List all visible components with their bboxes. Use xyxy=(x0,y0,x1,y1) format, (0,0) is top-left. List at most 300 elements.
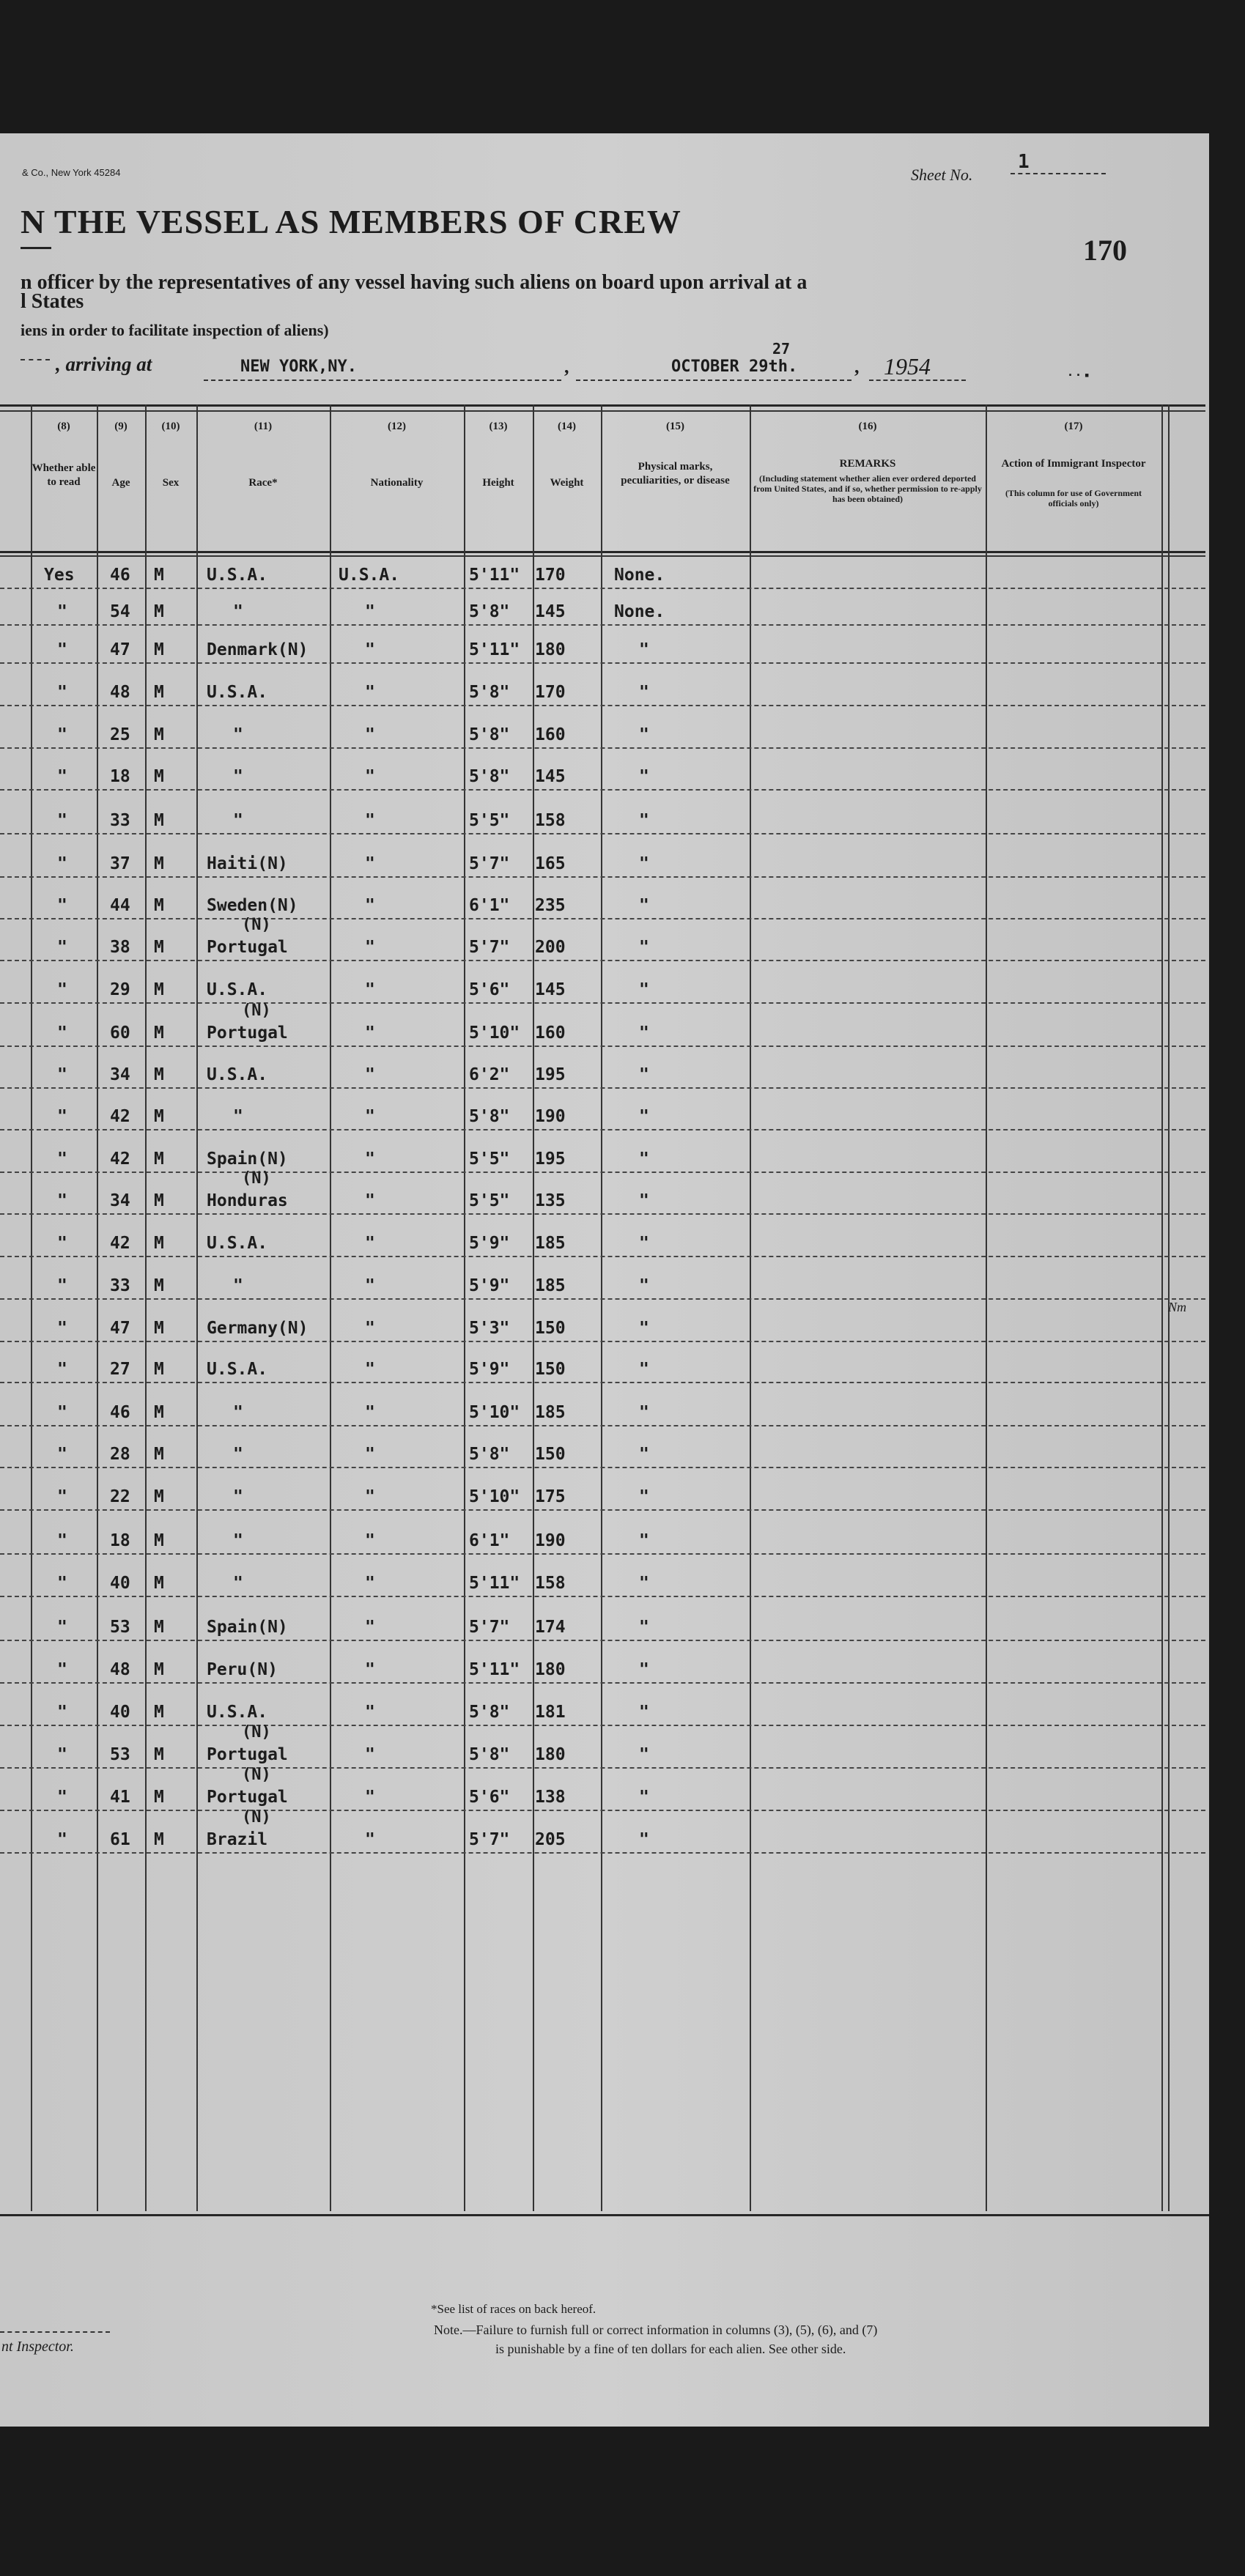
cell-weight: 138 xyxy=(535,1788,566,1807)
table-row xyxy=(0,1654,1205,1684)
cell-sex: M xyxy=(154,1445,164,1464)
row-rule xyxy=(0,918,1205,919)
cell-read: " xyxy=(57,1745,67,1764)
stray-marks: · · ▪ xyxy=(1068,368,1090,382)
subtitle-line-1: n officer by the representatives of any vessel having such aliens on board upon arrival at a xyxy=(21,271,808,294)
cell-sex: M xyxy=(154,1830,164,1849)
cell-age: 33 xyxy=(110,1276,130,1295)
cell-weight: 185 xyxy=(535,1234,566,1253)
row-rule xyxy=(0,1002,1205,1004)
cell-physical-marks: " xyxy=(639,640,649,659)
table-row xyxy=(0,974,1205,1004)
cell-read: " xyxy=(57,1276,67,1295)
cell-race: " xyxy=(233,725,243,744)
cell-sex: M xyxy=(154,854,164,873)
cell-race: Haiti(N) xyxy=(207,854,288,873)
cell-weight: 235 xyxy=(535,896,566,915)
cell-height: 5'6" xyxy=(469,980,510,999)
cell-age: 44 xyxy=(110,896,130,915)
col-num: (12) xyxy=(388,421,406,432)
cell-race-annotation: (N) xyxy=(242,1808,271,1826)
row-rule xyxy=(0,833,1205,834)
cell-read: " xyxy=(57,1024,67,1043)
cell-nationality: " xyxy=(365,1788,375,1807)
table-row xyxy=(0,1059,1205,1089)
column-divider xyxy=(750,404,751,2211)
cell-physical-marks: None. xyxy=(614,602,665,621)
cell-physical-marks: " xyxy=(639,854,649,873)
table-row xyxy=(0,1808,1205,1854)
cell-race: U.S.A. xyxy=(207,1234,268,1253)
cell-race-annotation: (N) xyxy=(242,1723,271,1742)
cell-nationality: " xyxy=(365,640,375,659)
cell-weight: 200 xyxy=(535,938,566,957)
cell-age: 47 xyxy=(110,640,130,659)
cell-weight: 181 xyxy=(535,1703,566,1722)
cell-read: " xyxy=(57,1445,67,1464)
column-divider xyxy=(31,404,32,2211)
cell-weight: 180 xyxy=(535,1660,566,1679)
cell-read: " xyxy=(57,1403,67,1422)
cell-read: Yes xyxy=(44,566,75,585)
cell-physical-marks: " xyxy=(639,1319,649,1338)
cell-weight: 158 xyxy=(535,811,566,830)
table-row xyxy=(0,848,1205,878)
table-row xyxy=(0,1101,1205,1130)
cell-age: 48 xyxy=(110,683,130,702)
footnote-race-list: *See list of races on back hereof. xyxy=(431,2302,596,2316)
cell-weight: 150 xyxy=(535,1319,566,1338)
cell-physical-marks: " xyxy=(639,980,649,999)
comma-separator: , xyxy=(854,356,860,377)
cell-age: 29 xyxy=(110,980,130,999)
col-label: Action of Immigrant Inspector xyxy=(1001,458,1146,470)
cell-physical-marks: " xyxy=(639,1360,649,1379)
page-number: 170 xyxy=(1083,234,1127,267)
cell-age: 46 xyxy=(110,566,130,585)
col-num: (10) xyxy=(161,421,180,432)
cell-physical-marks: " xyxy=(639,1574,649,1593)
col-label: Physical marks, peculiarities, or disease xyxy=(621,461,730,486)
cell-age: 34 xyxy=(110,1065,130,1084)
cell-age: 42 xyxy=(110,1150,130,1169)
cell-height: 5'8" xyxy=(469,1107,510,1126)
arrival-date xyxy=(576,340,851,381)
cell-age: 40 xyxy=(110,1574,130,1593)
cell-weight: 145 xyxy=(535,980,566,999)
table-row xyxy=(0,1568,1205,1597)
cell-weight: 190 xyxy=(535,1107,566,1126)
cell-height: 5'10" xyxy=(469,1487,520,1506)
inspector-signature-rule xyxy=(0,2331,110,2333)
cell-read: " xyxy=(57,1065,67,1084)
col-head-inspector-action xyxy=(986,404,1161,551)
cell-sex: M xyxy=(154,896,164,915)
col-label: REMARKS xyxy=(839,458,896,470)
cell-height: 5'11" xyxy=(469,566,520,585)
row-rule xyxy=(0,1172,1205,1173)
col-head-remarks xyxy=(750,404,986,551)
cell-sex: M xyxy=(154,938,164,957)
cell-weight: 174 xyxy=(535,1618,566,1637)
cell-height: 5'8" xyxy=(469,602,510,621)
cell-race: " xyxy=(233,602,243,621)
cell-nationality: " xyxy=(365,1024,375,1043)
cell-sex: M xyxy=(154,767,164,786)
cell-read: " xyxy=(57,1319,67,1338)
col-label: Weight xyxy=(550,477,584,489)
cell-weight: 160 xyxy=(535,725,566,744)
cell-physical-marks: " xyxy=(639,1745,649,1764)
cell-nationality: " xyxy=(365,980,375,999)
cell-race: " xyxy=(233,811,243,830)
cell-race: Peru(N) xyxy=(207,1660,278,1679)
cell-physical-marks: " xyxy=(639,1065,649,1084)
cell-height: 5'10" xyxy=(469,1403,520,1422)
cell-physical-marks: " xyxy=(639,767,649,786)
cell-nationality: " xyxy=(365,1191,375,1210)
cell-height: 5'8" xyxy=(469,683,510,702)
cell-read: " xyxy=(57,1531,67,1550)
comma-separator: , xyxy=(564,356,569,377)
table-row xyxy=(0,1002,1205,1047)
col-head-race xyxy=(196,404,330,551)
inspector-label: nt Inspector. xyxy=(1,2339,74,2355)
arriving-label: , arriving at xyxy=(56,353,152,375)
col-head-physical-marks xyxy=(601,404,750,551)
cell-sex: M xyxy=(154,566,164,585)
cell-race: U.S.A. xyxy=(207,1065,268,1084)
cell-read: " xyxy=(57,602,67,621)
cell-nationality: U.S.A. xyxy=(339,566,400,585)
cell-age: 27 xyxy=(110,1360,130,1379)
table-row xyxy=(0,1397,1205,1426)
cell-nationality: " xyxy=(365,1107,375,1126)
cell-physical-marks: " xyxy=(639,683,649,702)
cell-weight: 170 xyxy=(535,683,566,702)
cell-age: 37 xyxy=(110,854,130,873)
cell-nationality: " xyxy=(365,938,375,957)
row-rule xyxy=(0,1213,1205,1215)
cell-race: U.S.A. xyxy=(207,1703,268,1722)
cell-sex: M xyxy=(154,725,164,744)
row-rule xyxy=(0,1467,1205,1468)
cell-nationality: " xyxy=(365,1150,375,1169)
cell-height: 5'11" xyxy=(469,1574,520,1593)
arrival-lead-rule xyxy=(21,359,50,360)
row-rule xyxy=(0,1256,1205,1257)
cell-age: 53 xyxy=(110,1618,130,1637)
cell-nationality: " xyxy=(365,602,375,621)
col-head-nationality xyxy=(330,404,464,551)
cell-weight: 145 xyxy=(535,602,566,621)
cell-weight: 170 xyxy=(535,566,566,585)
cell-age: 46 xyxy=(110,1403,130,1422)
column-divider xyxy=(464,404,465,2211)
cell-nationality: " xyxy=(365,1487,375,1506)
cell-read: " xyxy=(57,1830,67,1849)
table-row xyxy=(0,805,1205,834)
cell-read: " xyxy=(57,1788,67,1807)
cell-sex: M xyxy=(154,1788,164,1807)
arrival-port: NEW YORK,NY. xyxy=(204,358,561,381)
cell-sex: M xyxy=(154,683,164,702)
table-row xyxy=(0,1766,1205,1811)
cell-read: " xyxy=(57,1360,67,1379)
col-label: Sex xyxy=(162,477,180,489)
cell-weight: 190 xyxy=(535,1531,566,1550)
cell-read: " xyxy=(57,811,67,830)
cell-weight: 180 xyxy=(535,640,566,659)
table-row xyxy=(0,1313,1205,1342)
cell-height: 5'8" xyxy=(469,1745,510,1764)
cell-race-annotation: (N) xyxy=(242,1002,271,1020)
cell-weight: 185 xyxy=(535,1403,566,1422)
row-rule xyxy=(0,1682,1205,1684)
cell-weight: 180 xyxy=(535,1745,566,1764)
cell-sex: M xyxy=(154,1024,164,1043)
row-rule xyxy=(0,1298,1205,1300)
cell-read: " xyxy=(57,683,67,702)
crew-table xyxy=(0,404,1205,2211)
cell-nationality: " xyxy=(365,1065,375,1084)
date-correction: 27 xyxy=(772,340,791,358)
table-row xyxy=(0,1169,1205,1215)
cell-height: 5'7" xyxy=(469,1830,510,1849)
cell-nationality: " xyxy=(365,1360,375,1379)
cell-physical-marks: " xyxy=(639,1788,649,1807)
table-row xyxy=(0,1228,1205,1257)
arrival-date-text: OCTOBER 29th. xyxy=(671,358,798,376)
cell-height: 6'1" xyxy=(469,1531,510,1550)
cell-age: 38 xyxy=(110,938,130,957)
cell-physical-marks: " xyxy=(639,896,649,915)
cell-age: 40 xyxy=(110,1703,130,1722)
cell-height: 5'8" xyxy=(469,725,510,744)
cell-nationality: " xyxy=(365,896,375,915)
cell-age: 47 xyxy=(110,1319,130,1338)
title-underline xyxy=(21,247,51,249)
cell-sex: M xyxy=(154,1065,164,1084)
cell-weight: 205 xyxy=(535,1830,566,1849)
cell-sex: M xyxy=(154,1276,164,1295)
cell-weight: 150 xyxy=(535,1445,566,1464)
cell-age: 42 xyxy=(110,1234,130,1253)
column-divider xyxy=(330,404,331,2211)
cell-race: U.S.A. xyxy=(207,683,268,702)
cell-nationality: " xyxy=(365,1660,375,1679)
cell-read: " xyxy=(57,1487,67,1506)
row-rule xyxy=(0,1045,1205,1047)
col-label: Race* xyxy=(248,477,278,489)
cell-read: " xyxy=(57,854,67,873)
col-head-age xyxy=(97,404,145,551)
cell-sex: M xyxy=(154,1618,164,1637)
cell-race: " xyxy=(233,1531,243,1550)
col-num: (11) xyxy=(254,421,273,432)
col-head-height xyxy=(464,404,533,551)
cell-nationality: " xyxy=(365,854,375,873)
cell-physical-marks: " xyxy=(639,1660,649,1679)
row-rule xyxy=(0,1596,1205,1597)
table-bottom-rule xyxy=(0,2214,1209,2216)
column-divider xyxy=(1161,404,1163,2211)
cell-race-annotation: (N) xyxy=(242,1766,271,1784)
cell-race: " xyxy=(233,767,243,786)
table-row xyxy=(0,1723,1205,1769)
row-rule xyxy=(0,1129,1205,1130)
cell-race: " xyxy=(233,1487,243,1506)
cell-height: 5'8" xyxy=(469,1703,510,1722)
cell-age: 25 xyxy=(110,725,130,744)
row-rule xyxy=(0,1767,1205,1769)
cell-sex: M xyxy=(154,1660,164,1679)
cell-physical-marks: " xyxy=(639,1024,649,1043)
arrival-line xyxy=(21,340,1193,382)
cell-age: 53 xyxy=(110,1745,130,1764)
table-row xyxy=(0,1612,1205,1641)
table-row xyxy=(0,890,1205,919)
col-note: (Including statement whether alien ever ordered deported from United States, and if so, whether permission to re-apply has been obtained) xyxy=(753,473,982,504)
col-label: Height xyxy=(482,477,514,489)
cell-race: Portugal xyxy=(207,938,288,957)
cell-read: " xyxy=(57,1703,67,1722)
page-title: N THE VESSEL AS MEMBERS OF CREW xyxy=(21,203,681,240)
cell-sex: M xyxy=(154,1150,164,1169)
cell-race: Honduras xyxy=(207,1191,288,1210)
cell-physical-marks: " xyxy=(639,1703,649,1722)
cell-physical-marks: " xyxy=(639,1445,649,1464)
cell-read: " xyxy=(57,896,67,915)
cell-physical-marks: " xyxy=(639,1618,649,1637)
row-rule xyxy=(0,1725,1205,1726)
cell-race: Portugal xyxy=(207,1745,288,1764)
cell-read: " xyxy=(57,1234,67,1253)
col-label: Age xyxy=(111,477,130,489)
cell-physical-marks: " xyxy=(639,1107,649,1126)
cell-sex: M xyxy=(154,1234,164,1253)
cell-race: " xyxy=(233,1574,243,1593)
cell-nationality: " xyxy=(365,1574,375,1593)
cell-physical-marks: " xyxy=(639,1487,649,1506)
cell-nationality: " xyxy=(365,1531,375,1550)
col-head-sex xyxy=(145,404,196,551)
row-rule xyxy=(0,960,1205,961)
cell-sex: M xyxy=(154,1487,164,1506)
cell-height: 5'5" xyxy=(469,1150,510,1169)
col-num: (9) xyxy=(114,421,128,432)
cell-age: 22 xyxy=(110,1487,130,1506)
table-row xyxy=(0,1439,1205,1468)
cell-nationality: " xyxy=(365,1703,375,1722)
cell-height: 6'2" xyxy=(469,1065,510,1084)
cell-weight: 195 xyxy=(535,1150,566,1169)
cell-age: 34 xyxy=(110,1191,130,1210)
table-row xyxy=(0,1525,1205,1555)
cell-nationality: " xyxy=(365,1830,375,1849)
cell-race: U.S.A. xyxy=(207,566,268,585)
cell-weight: 165 xyxy=(535,854,566,873)
cell-race: Brazil xyxy=(207,1830,268,1849)
row-rule xyxy=(0,1425,1205,1426)
cell-height: 5'11" xyxy=(469,1660,520,1679)
col-num: (16) xyxy=(858,421,877,432)
column-divider xyxy=(533,404,534,2211)
cell-race: U.S.A. xyxy=(207,1360,268,1379)
cell-weight: 160 xyxy=(535,1024,566,1043)
cell-nationality: " xyxy=(365,1745,375,1764)
arrival-year: 1954 xyxy=(869,353,966,381)
col-label: Nationality xyxy=(370,477,424,489)
cell-sex: M xyxy=(154,1531,164,1550)
header-bottom-rule xyxy=(0,551,1205,553)
cell-race: " xyxy=(233,1107,243,1126)
cell-race: " xyxy=(233,1403,243,1422)
cell-age: 60 xyxy=(110,1024,130,1043)
arriving-text: arriving at xyxy=(65,353,152,375)
cell-height: 5'5" xyxy=(469,1191,510,1210)
table-row xyxy=(0,1144,1205,1173)
cell-physical-marks: " xyxy=(639,1234,649,1253)
sheet-label: Sheet No. xyxy=(911,166,973,184)
cell-weight: 135 xyxy=(535,1191,566,1210)
cell-physical-marks: " xyxy=(639,938,649,957)
cell-sex: M xyxy=(154,1574,164,1593)
col-label: Whether able to read xyxy=(32,462,96,488)
printer-imprint: & Co., New York 45284 xyxy=(22,167,121,178)
cell-height: 5'6" xyxy=(469,1788,510,1807)
cell-height: 5'7" xyxy=(469,854,510,873)
cell-height: 5'5" xyxy=(469,811,510,830)
cell-read: " xyxy=(57,1574,67,1593)
cell-read: " xyxy=(57,1150,67,1169)
cell-weight: 145 xyxy=(535,767,566,786)
subtitle-line-2: l States xyxy=(21,290,84,313)
col-num: (14) xyxy=(558,421,576,432)
row-rule xyxy=(0,747,1205,749)
cell-sex: M xyxy=(154,811,164,830)
cell-nationality: " xyxy=(365,725,375,744)
column-divider xyxy=(601,404,602,2211)
cell-sex: M xyxy=(154,640,164,659)
cell-nationality: " xyxy=(365,1403,375,1422)
cell-weight: 150 xyxy=(535,1360,566,1379)
cell-age: 18 xyxy=(110,1531,130,1550)
cell-height: 5'9" xyxy=(469,1234,510,1253)
footnote-penalty-line-2: is punishable by a fine of ten dollars for each alien. See other side. xyxy=(495,2342,846,2356)
cell-physical-marks: " xyxy=(639,811,649,830)
row-rule xyxy=(0,1553,1205,1555)
cell-age: 41 xyxy=(110,1788,130,1807)
cell-read: " xyxy=(57,1618,67,1637)
cell-height: 5'9" xyxy=(469,1360,510,1379)
col-num: (8) xyxy=(57,421,70,432)
cell-read: " xyxy=(57,938,67,957)
row-rule xyxy=(0,1509,1205,1511)
col-num: (15) xyxy=(666,421,684,432)
cell-physical-marks: None. xyxy=(614,566,665,585)
column-divider xyxy=(986,404,987,2211)
cell-race: Portugal xyxy=(207,1788,288,1807)
col-note: (This column for use of Government officials only) xyxy=(1005,488,1142,508)
cell-physical-marks: " xyxy=(639,1531,649,1550)
cell-age: 42 xyxy=(110,1107,130,1126)
row-rule xyxy=(0,1382,1205,1383)
row-rule xyxy=(0,876,1205,878)
cell-sex: M xyxy=(154,1745,164,1764)
table-row xyxy=(0,677,1205,706)
cell-physical-marks: " xyxy=(639,725,649,744)
